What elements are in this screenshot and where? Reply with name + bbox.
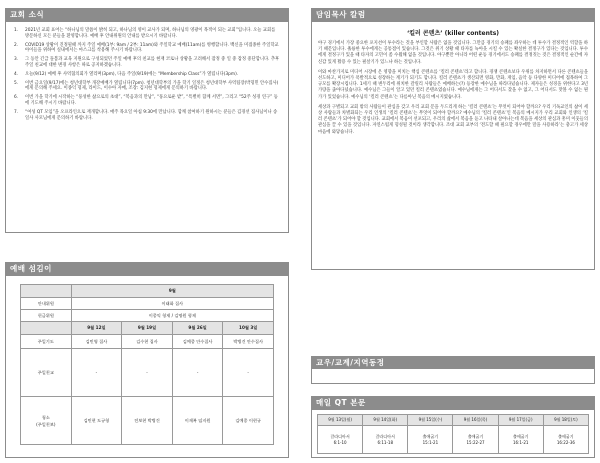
service-cell: -	[71, 349, 122, 397]
article-body	[312, 41, 594, 136]
service-month: 9월	[71, 285, 273, 298]
news-item-text: “여성 QT 모임”을 오프라인으로 재개합니다. 매주 목요일 아침 9:30에 만납니다. 함께 참여하기 원하시는 분들은 김경선 집사님이나 송일사 사모님에게 문의하기 바랍니다.	[25, 109, 278, 121]
service-cell: 이재복 임지원	[172, 397, 223, 445]
article-paragraph: 야구 경기에서 가장 중요한 포지션이 투수라는 것을 부인할 사람은 없을 것입니다. 그만큼 경기의 승패를 좌우하는 데 투수가 결정적인 역할을 하기 때문입니다. 훌륭한 투수에게는 공통점이 있습니다. 그것은 위기 상황 때 타자를 녹아웃 시킬 수 있는 확실한 결정구가 있다는 것입니다. 투수에게 결정구가 있을 때 타자의 고민이 좀 수월해 없을 것입니다. 야구뿐만 아니라 어떤 운동 경기에서도 승패를 결정짓는 것은 결정적인 순간에 자신감 있게 활용 수 있는 필살기가 있느냐 하는 것입니다.	[318, 41, 588, 65]
qt-passage	[453, 426, 498, 454]
news-item-number: 4.	[14, 71, 19, 77]
qt-book: 출애굽기	[467, 434, 484, 439]
service-date: 9월 19일	[122, 322, 173, 335]
service-cell: 박병건 안수집사	[223, 335, 274, 349]
service-cell: 김수현 집사	[122, 335, 173, 349]
service-row-value: 이태화 집사	[71, 298, 273, 310]
service-row-label: 헌금위원	[21, 310, 72, 322]
qt-passage	[363, 426, 408, 454]
service-cell: 전보현 박병건	[122, 397, 173, 445]
qt-passage	[543, 426, 588, 454]
qt-section	[311, 396, 595, 458]
service-grid-label: 청소 (주일친보)	[21, 397, 72, 445]
qt-passage	[318, 426, 363, 454]
article-title: ‘킬러 콘텐츠’ (killer contents)	[406, 30, 500, 37]
service-cell: -	[172, 349, 223, 397]
service-cell: -	[122, 349, 173, 397]
qt-book: 출애굽기	[558, 434, 574, 439]
service-row-label: 안내위원	[21, 298, 72, 310]
qt-book: 출애굽기	[422, 434, 439, 439]
article-paragraph: 이와 마찬가지로 미디어 시장에 온 영향을 미치는 핵심 콘텐츠를 ‘킬러 콘텐츠’라고 합니다. 경쟁 콘텐츠보다 우위를 차지하면서 다른 콘텐츠들을 선도하고, 미디어가 폭발적으로 성장하는 계기가 되기도 합니다. 킬러 콘텐츠가 생산되면 영화, 만화, 게임, 음악 등 다양한 미디어에 접목하여 그 규모를 확장시킵니다. 1세기 때 변두리에 위치한 갈릴리 사람들은 예배하는(?) 등장한 예수님을 따라다녔습니다. 제자들은 성경을 위한다고 3년가량을 좇아다녔습니다. 예수님은 그들이 알고 있던 킬러 콘텐츠였습니다. 예수님에게는 그 어디서도 찾을 수 없고, 그 어디서도 맛볼 수 없는 뭔가가 있었습니다. 예수님의 ‘킬러 콘텐츠’는 다름아닌 복음의 메시지였습니다.	[318, 69, 588, 100]
qt-date: 9월 17일(금)	[498, 415, 543, 426]
qt-book: 출애굽기	[512, 434, 529, 439]
news-item	[14, 81, 280, 92]
qt-date: 9월 13일(월)	[318, 415, 363, 426]
fellowship-box	[311, 369, 595, 384]
service-date: 9월 26일	[172, 322, 223, 335]
news-box	[5, 21, 289, 233]
news-item-number: 6.	[14, 95, 19, 101]
service-table	[20, 284, 274, 445]
news-item-number: 2.	[14, 42, 19, 48]
service-box	[5, 275, 289, 458]
service-grid-label: 주일친교	[21, 349, 72, 397]
qt-heading: 매일 QT 본문	[311, 396, 595, 409]
service-date-corner	[21, 322, 72, 335]
news-item-number: 5.	[14, 80, 19, 86]
service-date: 9월 12일	[71, 322, 122, 335]
news-item	[14, 110, 280, 121]
news-item-text: 그 동안 긴급 돌봄과 교육 지원으로 구성되었던 주일 예배 후의 친교를 현재 코로나 상황을 고려해서 잠정 중 일 중 잠정 중단합니다. 추후 주일 친교에 대한 변경 사항은 따로 공지하겠습니다.	[25, 57, 280, 68]
qt-passage	[408, 426, 453, 454]
service-date: 10월 3일	[223, 322, 274, 335]
news-item	[14, 57, 280, 68]
qt-date: 9월 16일(목)	[453, 415, 498, 426]
qt-box	[311, 409, 595, 458]
news-heading: 교회 소식	[5, 8, 289, 21]
qt-ref: 15:22-27	[466, 440, 485, 445]
qt-passage	[498, 426, 543, 454]
column-section	[311, 8, 595, 270]
service-cell: 김민영 집사	[71, 335, 122, 349]
service-corner	[21, 285, 72, 298]
news-item	[14, 28, 280, 39]
qt-ref: 6:11-18	[377, 440, 393, 445]
fellowship-heading: 교우/교계/지역동정	[311, 356, 595, 369]
news-section	[5, 8, 289, 233]
qt-book: 갈라디아서	[330, 434, 350, 439]
news-item-text: 이번 금요일(9/17)에는 청년대학부 개강예배가 열립니다(7pm). 청년대학부의 가을 학기 일정은 청년대학부 사역팀장(박형민 안수집사)에게 문의해 주세요. 이종익 형제, 라이드, 이수아 자매, 조장: 김지현 형제에게 문의하기 바랍니다.	[25, 80, 279, 92]
service-cell: 김민현 도규형	[71, 397, 122, 445]
fellowship-section	[311, 356, 595, 386]
qt-book: 갈라디아서	[375, 434, 395, 439]
article-paragraph: 세상과 구별되고 교회 밖의 사람들이 관심을 갖고 우리 교회 문을 두드리게 하는 ‘킬러 콘텐츠’는 무엇이 되어야 할까요? 우리 기독교인의 삶이 세상 사람들과 차별화되는 우리 인생의 ‘킬러 콘텐츠’는 무엇이 되어야 할까요? 예수님의 ‘킬러 콘텐츠’인 복음의 메시지가 우리 교회와 인생의 ‘킬러 콘텐츠’가 되어야 할 것입니다. 교회에서 복음이 선포되고, 우리의 삶에서 복음을 듣고 나타내 살아나는데 복음을 세상의 관심과 흥미 이웃들의 관심을 끌 수 있을 것입니다. 자연스럽게 형성될 것이라 생각합니다. 조대 교회 교부의 ‘전도할 때 필요할 경우에만 말을 사용하라’는 충고가 세상 마음에 와닿습니다.	[318, 104, 588, 135]
qt-date: 9월 15일(수)	[408, 415, 453, 426]
qt-date: 9월 18일(토)	[543, 415, 588, 426]
service-cell: 김예종 안수집사	[172, 335, 223, 349]
qt-ref: 16:22-36	[556, 440, 575, 445]
news-item-number: 7.	[14, 109, 19, 115]
qt-ref: 16:1-21	[512, 440, 529, 445]
column-heading: 담임목사 칼럼	[311, 8, 595, 21]
qt-ref: 6:1-10	[333, 440, 347, 445]
news-item	[14, 95, 280, 106]
news-item	[14, 43, 280, 54]
service-heading: 예배 섬김이	[5, 262, 289, 275]
service-cell: -	[223, 349, 274, 397]
service-row-value: 이종익 형제 / 김명원 형제	[71, 310, 273, 322]
news-item-text: 2021년 교회 표어는 “하나님의 말씀이 밝히 되고, 하나님의 영이 교사가 되며, 하나님의 영광이 목적이 되는 교회”입니다. 오늘 교회를 방문하신 모든 분들을 환영합니다. 예배 후 안내위원의 안내를 받으시기 바랍니다.	[25, 28, 276, 39]
news-item-text: 오늘(9/12) 예배 후 사역협의회가 열리며(3pm), 다음 주일(9/19)에는 “Membership Class”가 열립니다(3pm).	[25, 71, 239, 77]
service-section	[5, 262, 289, 458]
news-item	[14, 72, 280, 78]
news-item-text: COVID19 상황이 진정될때 까지 주일 예배(1부: 9am / 2부: 11am)와 주일학교 예배(11am)를 병행합니다. 백신을 미접종한 주일학교 아이들을 위하여 실내에서는 마스크를 착용해 주시기 바랍니다.	[25, 42, 279, 54]
qt-table	[317, 414, 589, 454]
column-box	[311, 21, 595, 270]
news-item-text: 이번 가을 학기에 시작하는 “풍성한 삶으로의 초대”, “복음과의 만남”, “풍요로운 밭”, “특별히 함께 서면”, 그리고 “52주 성경 연구” 등에 기도해 주시기 바랍니다.	[25, 95, 278, 106]
news-item-number: 1.	[14, 28, 19, 33]
news-list	[14, 28, 280, 121]
service-grid-label: 주일기도	[21, 335, 72, 349]
qt-date: 9월 14일(화)	[363, 415, 408, 426]
news-item-number: 3.	[14, 57, 19, 63]
service-cell: 김예종 이현규	[223, 397, 274, 445]
qt-ref: 15:1-21	[422, 440, 439, 445]
